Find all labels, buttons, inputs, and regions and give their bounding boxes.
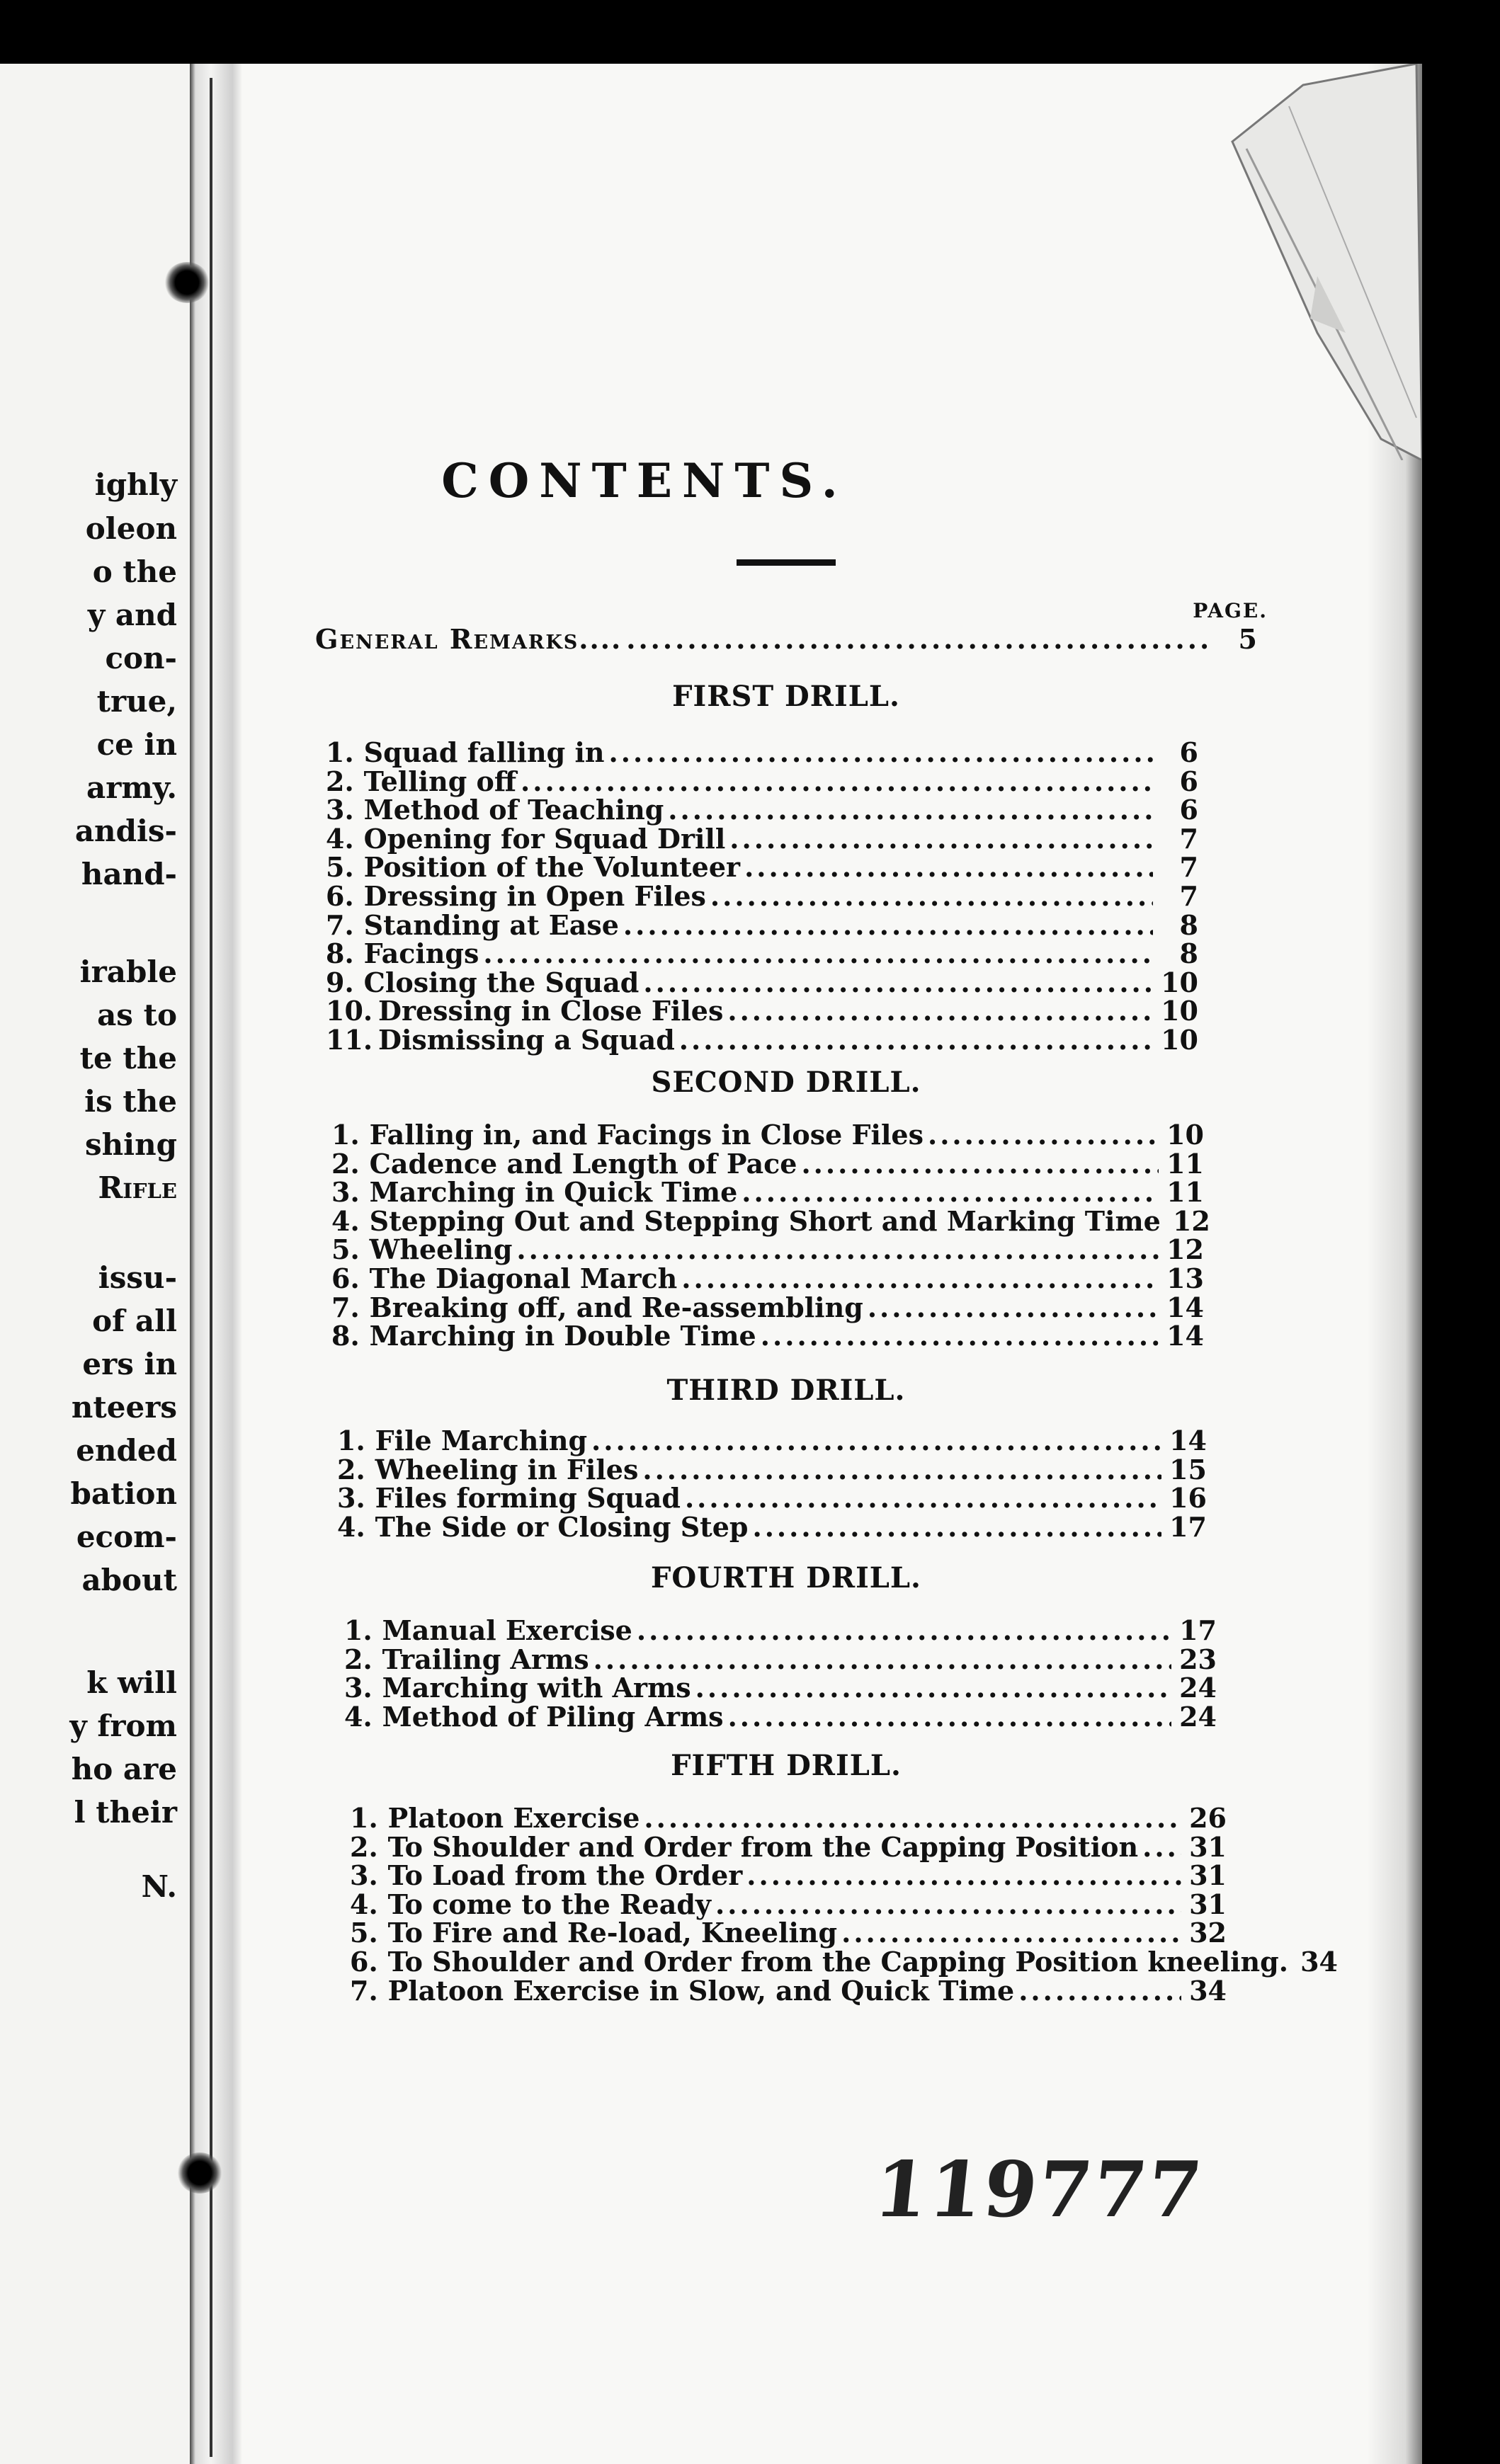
left-page-text-fragment: y from bbox=[69, 1709, 177, 1743]
left-page-text-fragment: about bbox=[81, 1563, 177, 1597]
toc-entry bbox=[326, 937, 1198, 969]
leader-dots bbox=[742, 1176, 1159, 1208]
entry-number: 1. bbox=[350, 1802, 378, 1834]
entry-title: Dressing in Close Files bbox=[378, 995, 724, 1027]
left-page-text-fragment: oleon bbox=[85, 511, 177, 546]
toc-entry bbox=[326, 966, 1198, 998]
entry-title: To Shoulder and Order from the Capping Position kneeling. bbox=[387, 1946, 1288, 1978]
binding-hole-top bbox=[164, 262, 210, 303]
left-page-text-fragment: ce in bbox=[96, 727, 177, 762]
entry-title: To Fire and Re-load, Kneeling bbox=[387, 1917, 838, 1949]
entry-title: Method of Teaching bbox=[363, 794, 664, 826]
left-page-text-fragment: of all bbox=[92, 1304, 177, 1338]
leader-dots bbox=[642, 1454, 1161, 1485]
entry-title: Method of Piling Arms bbox=[382, 1700, 724, 1733]
entry-number: 4. bbox=[350, 1888, 378, 1920]
page-number: 5 bbox=[1238, 623, 1257, 655]
left-page-text-fragment: shing bbox=[84, 1127, 177, 1162]
page-number: 12 bbox=[1172, 1204, 1210, 1237]
leader-dots bbox=[516, 1233, 1159, 1265]
page-number: 14 bbox=[1166, 1291, 1204, 1323]
leader-dots bbox=[695, 1672, 1171, 1704]
left-page-text-fragment: is the bbox=[84, 1084, 177, 1119]
entry-title: The Diagonal March bbox=[369, 1262, 678, 1294]
left-page-text-fragment: ecom- bbox=[76, 1519, 177, 1554]
scan-border-top bbox=[0, 0, 1500, 64]
page-number: 7 bbox=[1179, 822, 1198, 855]
leader-dots bbox=[668, 794, 1153, 826]
page-title: CONTENTS. bbox=[441, 453, 848, 508]
page-number: 16 bbox=[1169, 1482, 1207, 1515]
section-heading: THIRD DRILL. bbox=[666, 1374, 906, 1407]
entry-number: 4. bbox=[331, 1204, 360, 1237]
page-number: 14 bbox=[1169, 1425, 1207, 1456]
leader-dots bbox=[521, 765, 1153, 797]
left-page-text-fragment: bation bbox=[70, 1476, 177, 1511]
page-number: 15 bbox=[1169, 1453, 1207, 1485]
leader-dots bbox=[623, 909, 1153, 941]
page-number: 17 bbox=[1179, 1614, 1217, 1646]
page-number: 12 bbox=[1166, 1233, 1204, 1266]
page-number: 34 bbox=[1300, 1946, 1338, 1978]
entry-number: 2. bbox=[326, 765, 354, 797]
page-number: 34 bbox=[1189, 1974, 1227, 2007]
entry-title: Stepping Out and Stepping Short and Marking Time bbox=[369, 1204, 1161, 1237]
entry-number: 4. bbox=[337, 1510, 365, 1543]
entry-number: 11. bbox=[326, 1024, 373, 1056]
entry-title: Marching in Double Time bbox=[369, 1320, 756, 1352]
entry-title: Marching with Arms bbox=[382, 1672, 691, 1704]
leader-dots bbox=[591, 1425, 1161, 1456]
left-page-text-fragment: Rifle bbox=[98, 1170, 177, 1205]
page-number: 14 bbox=[1166, 1320, 1204, 1352]
entry-title: To Shoulder and Order from the Capping Position bbox=[387, 1830, 1139, 1863]
toc-entry bbox=[331, 1119, 1204, 1151]
entry-number: 2. bbox=[344, 1643, 373, 1675]
entry-title: Cadence and Length of Pace bbox=[369, 1147, 797, 1180]
entry-number: 6. bbox=[350, 1946, 378, 1978]
entry-title: Marching in Quick Time bbox=[369, 1176, 738, 1209]
torn-corner bbox=[1204, 64, 1422, 460]
left-page-text-fragment: hand- bbox=[81, 857, 177, 891]
page-number: 10 bbox=[1161, 995, 1198, 1027]
leader-dots bbox=[710, 880, 1153, 912]
entry-number: 7. bbox=[331, 1291, 360, 1323]
page-number: 8 bbox=[1179, 908, 1198, 941]
toc-entry bbox=[344, 1672, 1217, 1704]
left-page-text-fragment: army. bbox=[86, 770, 177, 805]
page-number: 31 bbox=[1189, 1830, 1227, 1863]
leader-dots bbox=[841, 1917, 1181, 1949]
toc-entry bbox=[326, 995, 1198, 1027]
leader-dots bbox=[681, 1262, 1159, 1294]
entry-number: 1. bbox=[331, 1119, 360, 1151]
page-number: 32 bbox=[1189, 1917, 1227, 1949]
page-number: 10 bbox=[1161, 966, 1198, 998]
page-number: 24 bbox=[1179, 1700, 1217, 1733]
leader-dots bbox=[801, 1148, 1159, 1180]
page-number: 6 bbox=[1179, 736, 1198, 768]
entry-title: Wheeling in Files bbox=[375, 1453, 639, 1485]
left-page-text-fragment: N. bbox=[141, 1869, 177, 1904]
entry-number: 8. bbox=[326, 937, 354, 970]
toc-entry bbox=[326, 794, 1198, 826]
left-page-fragment bbox=[0, 64, 190, 2464]
leader-dots bbox=[928, 1119, 1159, 1151]
toc-entry bbox=[337, 1425, 1207, 1456]
leader-dots bbox=[483, 937, 1153, 969]
entry-number: 4. bbox=[344, 1700, 373, 1733]
section-heading: FIRST DRILL. bbox=[672, 680, 900, 713]
entry-title: Platoon Exercise bbox=[387, 1802, 640, 1834]
leader-dots bbox=[727, 995, 1153, 1027]
toc-entry bbox=[350, 1831, 1227, 1863]
book-gutter bbox=[190, 64, 242, 2464]
left-page-text-fragment: con- bbox=[105, 641, 177, 675]
page-column-heading: PAGE. bbox=[1193, 599, 1268, 622]
toc-entry bbox=[344, 1701, 1217, 1733]
entry-title: To come to the Ready bbox=[387, 1888, 712, 1920]
binding-hole-bottom bbox=[177, 2152, 222, 2194]
left-page-text-fragment: nteers bbox=[71, 1390, 177, 1425]
toc-entry bbox=[344, 1614, 1217, 1646]
binding-thread bbox=[210, 78, 212, 2457]
leader-dots bbox=[637, 1614, 1171, 1646]
leader-dots bbox=[679, 1024, 1153, 1056]
toc-entry bbox=[350, 1946, 1338, 1978]
entry-title: Trailing Arms bbox=[382, 1643, 589, 1675]
entry-title: Wheeling bbox=[369, 1233, 513, 1266]
page-number: 7 bbox=[1179, 880, 1198, 912]
entry-title: Files forming Squad bbox=[375, 1482, 681, 1515]
page-number: 13 bbox=[1166, 1262, 1204, 1294]
title-rule bbox=[737, 559, 836, 566]
entry-title: Dressing in Open Files bbox=[363, 880, 706, 912]
page-number: 31 bbox=[1189, 1859, 1227, 1892]
entry-number: 1. bbox=[344, 1614, 373, 1646]
toc-entry bbox=[326, 880, 1198, 912]
entry-number: 3. bbox=[344, 1672, 373, 1704]
entry-title: Falling in, and Facings in Close Files bbox=[369, 1119, 924, 1151]
leader-dots bbox=[744, 851, 1153, 883]
entry-title: To Load from the Order bbox=[387, 1859, 743, 1892]
library-stamp-number: 119777 bbox=[870, 2145, 1208, 2235]
scan-border-right bbox=[1422, 57, 1500, 2464]
page-number: 11 bbox=[1166, 1176, 1204, 1209]
entry-title: Position of the Volunteer bbox=[363, 851, 741, 884]
page-number: 23 bbox=[1179, 1643, 1217, 1675]
entry-number: 3. bbox=[337, 1482, 365, 1515]
entry-number: 7. bbox=[350, 1974, 378, 2007]
entry-title: Manual Exercise bbox=[382, 1614, 632, 1646]
toc-entry bbox=[326, 1024, 1198, 1056]
page-number: 10 bbox=[1166, 1119, 1204, 1151]
entry-title: Telling off bbox=[363, 765, 517, 797]
page-number: 10 bbox=[1161, 1024, 1198, 1056]
toc-entry bbox=[331, 1320, 1204, 1352]
entry-title: The Side or Closing Step bbox=[375, 1510, 749, 1543]
left-page-text-fragment: irable bbox=[79, 954, 177, 989]
entry-number: 2. bbox=[350, 1830, 378, 1863]
left-page-text-fragment: ended bbox=[76, 1433, 177, 1468]
entry-number: 2. bbox=[331, 1147, 360, 1180]
toc-entry bbox=[331, 1204, 1210, 1237]
left-page-text-fragment: ho are bbox=[71, 1752, 177, 1786]
left-page-text-fragment: te the bbox=[79, 1041, 177, 1076]
leader-dots bbox=[746, 1859, 1181, 1891]
entry-title: Squad falling in bbox=[363, 736, 605, 768]
entry-number: 8. bbox=[331, 1320, 360, 1352]
leader-dots bbox=[626, 623, 1212, 655]
page-number: 7 bbox=[1179, 851, 1198, 884]
left-page-text-fragment: andis- bbox=[74, 814, 177, 848]
entry-title: Breaking off, and Re-assembling bbox=[369, 1291, 863, 1323]
toc-entry bbox=[326, 823, 1198, 855]
toc-entry bbox=[350, 1802, 1227, 1834]
left-page-text-fragment: ighly bbox=[94, 467, 177, 502]
toc-entry bbox=[337, 1511, 1207, 1543]
left-page-text-fragment: issu- bbox=[98, 1260, 177, 1295]
leader-dots bbox=[644, 1802, 1181, 1834]
leader-dots bbox=[715, 1888, 1181, 1920]
entry-number: 10. bbox=[326, 995, 373, 1027]
leader-dots bbox=[609, 736, 1153, 768]
toc-entry bbox=[350, 1859, 1227, 1891]
entry-number: 6. bbox=[326, 880, 354, 912]
leader-dots bbox=[685, 1482, 1161, 1514]
toc-entry bbox=[331, 1176, 1204, 1208]
section-heading: FIFTH DRILL. bbox=[671, 1749, 902, 1782]
entry-number: 7. bbox=[326, 908, 354, 941]
general-remarks-entry bbox=[315, 623, 1257, 655]
left-page-text-fragment: as to bbox=[97, 998, 177, 1032]
left-page-text-fragment: y and bbox=[87, 598, 177, 632]
leader-dots bbox=[868, 1291, 1159, 1323]
toc-entry bbox=[326, 736, 1198, 768]
leader-dots bbox=[728, 1701, 1171, 1733]
entry-number: 1. bbox=[337, 1425, 365, 1456]
entry-number: 3. bbox=[326, 794, 354, 826]
entry-number: 4. bbox=[326, 822, 354, 855]
toc-entry bbox=[344, 1643, 1217, 1675]
entry-title: Dismissing a Squad bbox=[378, 1024, 675, 1056]
entry-number: 5. bbox=[326, 851, 354, 884]
toc-entry bbox=[350, 1888, 1227, 1920]
toc-entry bbox=[331, 1262, 1204, 1294]
entry-title: Standing at Ease bbox=[363, 908, 619, 941]
entry-number: 9. bbox=[326, 966, 354, 998]
left-page-text-fragment: o the bbox=[92, 554, 177, 589]
toc-entry bbox=[350, 1975, 1227, 2007]
toc-entry bbox=[331, 1233, 1204, 1265]
toc-entry bbox=[326, 909, 1198, 941]
section-heading: SECOND DRILL. bbox=[651, 1066, 921, 1099]
left-page-text-fragment: ers in bbox=[82, 1347, 177, 1381]
entry-number: 3. bbox=[350, 1859, 378, 1892]
leader-dots bbox=[643, 966, 1153, 998]
leader-dots bbox=[729, 823, 1153, 855]
entry-number: 1. bbox=[326, 736, 354, 768]
page-number: 11 bbox=[1166, 1147, 1204, 1180]
toc-entry bbox=[350, 1917, 1227, 1949]
toc-entry bbox=[331, 1148, 1204, 1180]
entry-title: Opening for Squad Drill bbox=[363, 822, 726, 855]
entry-title: Platoon Exercise in Slow, and Quick Time bbox=[387, 1974, 1015, 2007]
entry-title: Facings bbox=[363, 937, 479, 970]
entry-number: 6. bbox=[331, 1262, 360, 1294]
section-heading: FOURTH DRILL. bbox=[651, 1561, 921, 1595]
leader-dots bbox=[752, 1511, 1161, 1543]
leader-dots bbox=[1018, 1975, 1181, 2007]
leader-dots bbox=[761, 1320, 1159, 1352]
entry-number: 5. bbox=[350, 1917, 378, 1949]
entry-number: 5. bbox=[331, 1233, 360, 1266]
left-page-text-fragment: k will bbox=[86, 1665, 177, 1700]
entry-number: 3. bbox=[331, 1176, 360, 1209]
toc-entry bbox=[337, 1454, 1207, 1485]
toc-entry bbox=[326, 765, 1198, 797]
page-number: 17 bbox=[1169, 1510, 1207, 1543]
toc-entry bbox=[331, 1291, 1204, 1323]
page-number: 31 bbox=[1189, 1888, 1227, 1920]
page-number: 6 bbox=[1179, 765, 1198, 797]
entry-title: File Marching bbox=[375, 1425, 588, 1456]
page-number: 8 bbox=[1179, 937, 1198, 970]
leader-dots bbox=[593, 1643, 1171, 1675]
entry-title: Closing the Squad bbox=[363, 966, 640, 998]
page-number: 24 bbox=[1179, 1672, 1217, 1704]
toc-entry bbox=[326, 851, 1198, 883]
toc-entry bbox=[337, 1482, 1207, 1514]
page-number: 26 bbox=[1189, 1802, 1227, 1834]
page-number: 6 bbox=[1179, 794, 1198, 826]
general-remarks-label: General Remarks.... bbox=[315, 623, 623, 655]
left-page-text-fragment: true, bbox=[96, 684, 177, 719]
entry-number: 2. bbox=[337, 1453, 365, 1485]
left-page-text-fragment: l their bbox=[74, 1795, 177, 1830]
leader-dots bbox=[1142, 1831, 1181, 1863]
